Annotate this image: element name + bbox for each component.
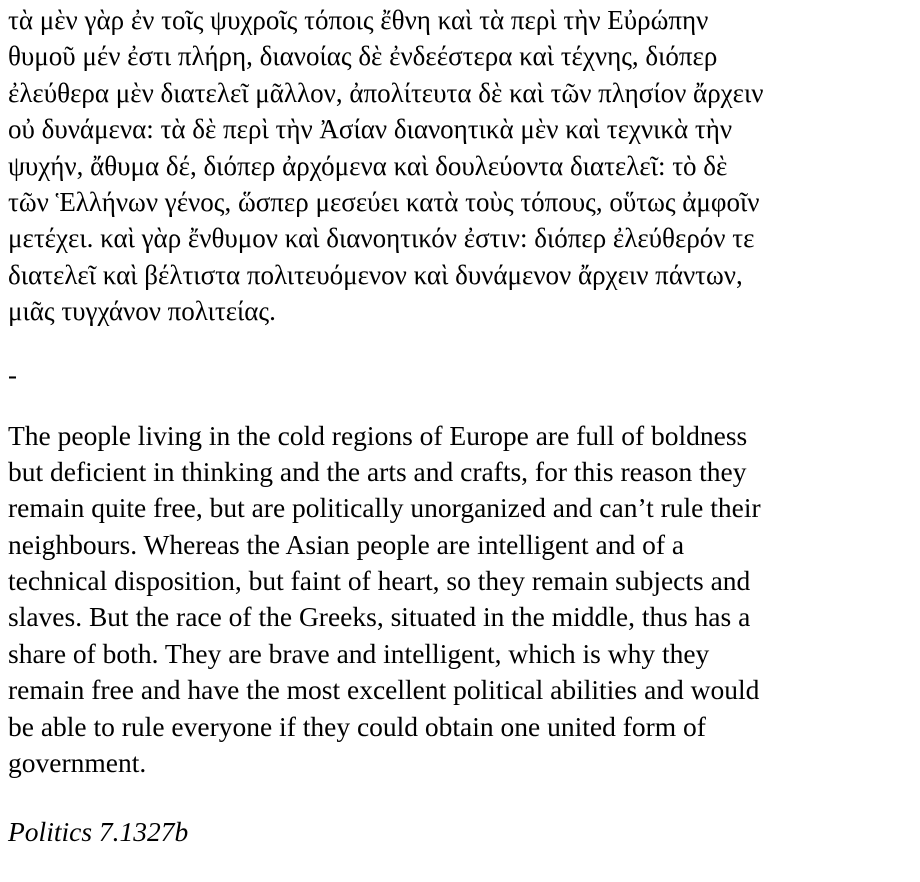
document-body (8, 2, 908, 850)
spacer (8, 330, 908, 357)
greek-line: μιᾶς τυγχάνον πολιτείας. (8, 296, 276, 327)
english-line: remain free and have the most excellent political abilities and would (8, 674, 760, 706)
spacer (8, 393, 908, 418)
english-line: The people living in the cold regions of Europe are full of boldness (8, 419, 748, 451)
citation: Politics 7.1327b (8, 816, 189, 848)
english-line: but deficient in thinking and the arts and crafts, for this reason they (8, 455, 747, 487)
greek-line: μετέχει. καὶ γὰρ ἔνθυμον καὶ διανοητικόν ἐστιν: διόπερ ἐλεύθερόν τε (8, 223, 755, 254)
greek-line: ψυχήν, ἄθυμα δέ, διόπερ ἀρχόμενα καὶ δουλεύοντα διατελεῖ: τὸ δὲ (8, 150, 728, 181)
greek-passage (8, 2, 908, 330)
greek-line: τὰ μὲν γὰρ ἐν τοῖς ψυχροῖς τόποις ἔθνη καὶ τὰ περὶ τὴν Εὐρώπην (8, 5, 709, 35)
greek-line: τῶν Ἑλλήνων γένος, ὥσπερ μεσεύει κατὰ τοὺς τόπους, οὕτως ἀμφοῖν (8, 186, 760, 217)
english-line: slaves. But the race of the Greeks, situated in the middle, thus has a (8, 601, 751, 633)
greek-line: θυμοῦ μέν ἐστι πλήρη, διανοίας δὲ ἐνδεέστερα καὶ τέχνης, διόπερ (8, 41, 718, 72)
english-translation (8, 418, 908, 782)
greek-line: διατελεῖ καὶ βέλτιστα πολιτευόμενον καὶ δυνάμενον ἄρχειν πάντων, (8, 259, 743, 290)
english-line: government. (8, 747, 147, 779)
english-line: technical disposition, but faint of heart, so they remain subjects and (8, 565, 751, 597)
greek-line: οὐ δυνάμενα: τὰ δὲ περὶ τὴν Ἀσίαν διανοητικὰ μὲν καὶ τεχνικὰ τὴν (8, 114, 733, 145)
english-line: be able to rule everyone if they could obtain one united form of (8, 710, 706, 742)
english-line: remain quite free, but are politically unorganized and can’t rule their (8, 492, 761, 524)
english-line: share of both. They are brave and intelligent, which is why they (8, 637, 710, 669)
section-separator: - (8, 359, 17, 390)
spacer (8, 781, 908, 814)
english-line: neighbours. Whereas the Asian people are intelligent and of a (8, 528, 685, 560)
greek-line: ἐλεύθερα μὲν διατελεῖ μᾶλλον, ἀπολίτευτα δὲ καὶ τῶν πλησίον ἄρχειν (8, 77, 764, 108)
